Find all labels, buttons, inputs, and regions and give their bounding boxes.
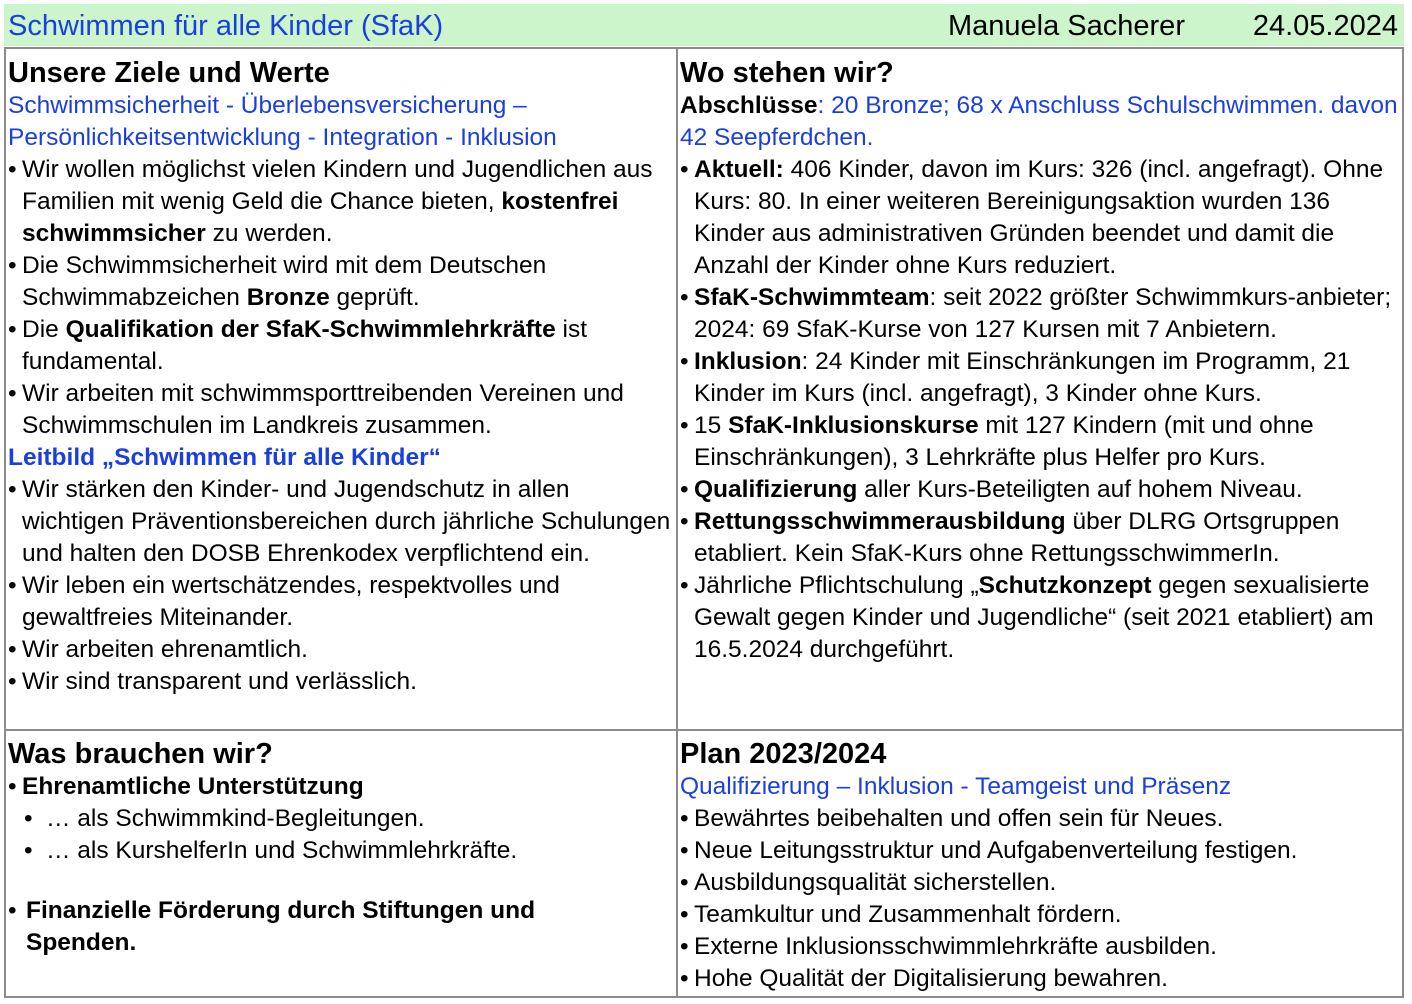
- item-emphasis: Ehrenamtliche Unterstützung: [22, 773, 364, 800]
- list-item: • Die Schwimmsicherheit wird mit dem Deutschen Schwimmabzeichen Bronze geprüft.: [8, 252, 547, 311]
- item-text: aller Kurs-Beteiligten auf hohem Niveau.: [857, 476, 1303, 503]
- item-emphasis: Qualifizierung: [694, 476, 858, 503]
- item-emphasis: Abschlüsse: [680, 92, 818, 119]
- item-text: Die: [22, 316, 66, 343]
- list-item: • Inklusion: 24 Kinder mit Einschränkungen im Programm, 21 Kinder im Kurs (incl. angefragt), 3 Kinder ohne Kurs.: [680, 348, 1351, 407]
- list-item: • SfaK-Schwimmteam: seit 2022 größter Schwimmkurs-anbieter; 2024: 69 SfaK-Kurse von 127 Kursen mit 7 Anbietern.: [680, 284, 1392, 343]
- item-emphasis: Qualifikation der SfaK-Schwimmlehrkräfte: [65, 316, 556, 343]
- section-heading: Plan 2023/2024: [680, 738, 887, 770]
- item-emphasis: Bronze: [246, 284, 330, 311]
- item-text: … als KurshelferIn und Schwimmlehrkräfte.: [46, 837, 518, 864]
- item-text: mit 127 Kindern (mit und ohne Einschränkungen), 3 Lehrkräfte plus Helfer pro Kurs.: [694, 412, 1314, 471]
- section-subtitle: Persönlichkeitsentwicklung - Integration - Inklusion: [8, 124, 557, 151]
- item-text: Teamkultur und Zusammenhalt fördern.: [694, 901, 1122, 928]
- item-text: zu werden.: [205, 220, 333, 247]
- item-text: 406 Kinder, davon im Kurs: 326 (incl. angefragt). Ohne Kurs: 80. In einer weiteren Bereinigungsaktion wurden 136 Kinder aus administrativen Gründen beendet und damit die Anzahl der Kinder ohne Kurs reduziert.: [694, 156, 1384, 279]
- list-item: • Ehrenamtliche Unterstützung: [8, 771, 674, 803]
- list-item: • Wir leben ein wertschätzendes, respektvolles und gewaltfreies Miteinander.: [8, 570, 674, 634]
- list-item: • Die Qualifikation der SfaK-Schwimmlehrkräfte ist fundamental.: [8, 316, 588, 375]
- item-text: ist fundamental.: [22, 316, 588, 375]
- section-stand: [678, 57, 1402, 666]
- section-heading: Unsere Ziele und Werte: [8, 57, 330, 89]
- list-item: • Neue Leitungsstruktur und Aufgabenverteilung festigen.: [680, 835, 1400, 867]
- list-item: • Hohe Qualität der Digitalisierung bewahren.: [680, 963, 1400, 995]
- list-item: • Wir arbeiten ehrenamtlich.: [8, 634, 674, 666]
- list-item: • Bewährtes beibehalten und offen sein für Neues.: [680, 803, 1400, 835]
- sub-list-item: • … als Schwimmkind-Begleitungen.: [8, 803, 674, 835]
- item-text: Wir stärken den Kinder- und Jugendschutz in allen wichtigen Präventionsbereichen durch jährliche Schulungen und halten den DOSB Ehrenkodex verpflichtend ein.: [22, 476, 671, 567]
- item-emphasis: Inklusion: [694, 348, 802, 375]
- horizontal-divider: [6, 729, 1402, 731]
- item-text: Jährliche Pflichtschulung „: [694, 572, 979, 599]
- section-subtitle: Schwimmsicherheit - Überlebensversicherung –: [8, 92, 527, 119]
- item-text: … als Schwimmkind-Begleitungen.: [46, 805, 425, 832]
- list-item: • Rettungsschwimmerausbildung über DLRG Ortsgruppen etabliert. Kein SfaK-Kurs ohne RettungsschwimmerIn.: [680, 508, 1340, 567]
- item-text: Die Schwimmsicherheit wird mit dem Deutschen Schwimmabzeichen: [22, 252, 547, 311]
- item-text: Wir wollen möglichst vielen Kindern und Jugendlichen aus Familien mit wenig Geld die Chance bieten,: [22, 156, 653, 215]
- sub-list-item: • … als KurshelferIn und Schwimmlehrkräfte.: [8, 835, 674, 867]
- item-text: : 20 Bronze; 68 x Anschluss Schulschwimmen. davon 42 Seepferdchen.: [680, 92, 1398, 151]
- item-text: Wir sind transparent und verlässlich.: [22, 668, 417, 695]
- list-item: • Externe Inklusionsschwimmlehrkräfte ausbilden.: [680, 931, 1400, 963]
- item-text: Wir arbeiten mit schwimmsporttreibenden Vereinen und Schwimmschulen im Landkreis zusammen.: [22, 380, 624, 439]
- section-heading: Was brauchen wir?: [8, 738, 273, 770]
- item-text: Wir leben ein wertschätzendes, respektvolles und gewaltfreies Miteinander.: [22, 572, 560, 631]
- item-text: Wir arbeiten ehrenamtlich.: [22, 636, 308, 663]
- page-title: Schwimmen für alle Kinder (SfaK): [8, 10, 444, 42]
- list-item: • Qualifizierung aller Kurs-Beteiligten auf hohem Niveau.: [680, 476, 1303, 503]
- abschluesse-line: [680, 90, 1400, 154]
- item-emphasis: Rettungsschwimmerausbildung: [694, 508, 1066, 535]
- item-text: Bewährtes beibehalten und offen sein für Neues.: [694, 805, 1224, 832]
- item-emphasis: kostenfrei schwimmsicher: [22, 188, 619, 247]
- item-text: 15: [694, 412, 729, 439]
- list-item: • 15 SfaK-Inklusionskurse mit 127 Kindern (mit und ohne Einschränkungen), 3 Lehrkräfte plus Helfer pro Kurs.: [680, 412, 1314, 471]
- item-text: Ausbildungsqualität sicherstellen.: [694, 869, 1057, 896]
- item-text: gegen sexualisierte Gewalt gegen Kinder und Jugendliche“ (seit 2021 etabliert) am 16.5.2024 durchgeführt.: [694, 572, 1374, 663]
- item-emphasis: Finanzielle Förderung durch Stiftungen und Spenden.: [26, 897, 536, 956]
- list-item: • Finanzielle Förderung durch Stiftungen und Spenden.: [8, 895, 674, 959]
- leitbild-heading: Leitbild „Schwimmen für alle Kinder“: [8, 444, 441, 471]
- item-text: über DLRG Ortsgruppen etabliert. Kein SfaK-Kurs ohne RettungsschwimmerIn.: [694, 508, 1340, 567]
- list-item: • Wir sind transparent und verlässlich.: [8, 666, 674, 698]
- header-bar: [4, 4, 1404, 46]
- list-item: • Teamkultur und Zusammenhalt fördern.: [680, 899, 1400, 931]
- list-item: • Jährliche Pflichtschulung „Schutzkonzept gegen sexualisierte Gewalt gegen Kinder und Jugendliche“ (seit 2021 etabliert) am 16.5.2024 durchgeführt.: [680, 572, 1374, 663]
- list-item: • Aktuell: 406 Kinder, davon im Kurs: 326 (incl. angefragt). Ohne Kurs: 80. In einer weiteren Bereinigungsaktion wurden 136 Kinder aus administrativen Gründen beendet und damit die Anzahl der Kinder ohne Kurs reduziert.: [680, 156, 1384, 279]
- item-emphasis: SfaK-Inklusionskurse: [728, 412, 979, 439]
- list-item: • Wir arbeiten mit schwimmsporttreibenden Vereinen und Schwimmschulen im Landkreis zusammen.: [8, 378, 674, 442]
- section-heading: Wo stehen wir?: [680, 57, 894, 89]
- author-name: Manuela Sacherer: [948, 10, 1185, 42]
- section-bedarf: [6, 738, 676, 959]
- date-label: 24.05.2024: [1252, 10, 1398, 42]
- section-subtitle: Qualifizierung – Inklusion - Teamgeist und Präsenz: [680, 773, 1232, 800]
- list-item: • Ausbildungsqualität sicherstellen.: [680, 867, 1400, 899]
- item-text: Hohe Qualität der Digitalisierung bewahren.: [694, 965, 1168, 992]
- item-emphasis: SfaK-Schwimmteam: [694, 284, 930, 311]
- item-emphasis: Schutzkonzept: [978, 572, 1152, 599]
- section-ziele: [6, 57, 676, 698]
- item-text: : 24 Kinder mit Einschränkungen im Programm, 21 Kinder im Kurs (incl. angefragt), 3 Kinder ohne Kurs.: [694, 348, 1351, 407]
- item-text: geprüft.: [329, 284, 420, 311]
- list-item: • Wir stärken den Kinder- und Jugendschutz in allen wichtigen Präventionsbereichen durch jährliche Schulungen und halten den DOSB Ehrenkodex verpflichtend ein.: [8, 474, 674, 570]
- list-item: • Wir wollen möglichst vielen Kindern und Jugendlichen aus Familien mit wenig Geld die Chance bieten, kostenfrei schwimmsicher zu werden.: [8, 156, 653, 247]
- item-text: Neue Leitungsstruktur und Aufgabenverteilung festigen.: [694, 837, 1298, 864]
- item-emphasis: Aktuell:: [694, 156, 784, 183]
- item-text: Externe Inklusionsschwimmlehrkräfte ausbilden.: [694, 933, 1217, 960]
- item-text: : seit 2022 größter Schwimmkurs-anbieter; 2024: 69 SfaK-Kurse von 127 Kursen mit 7 Anbietern.: [694, 284, 1392, 343]
- quadrant-grid: [4, 47, 1404, 998]
- section-plan: [678, 738, 1402, 995]
